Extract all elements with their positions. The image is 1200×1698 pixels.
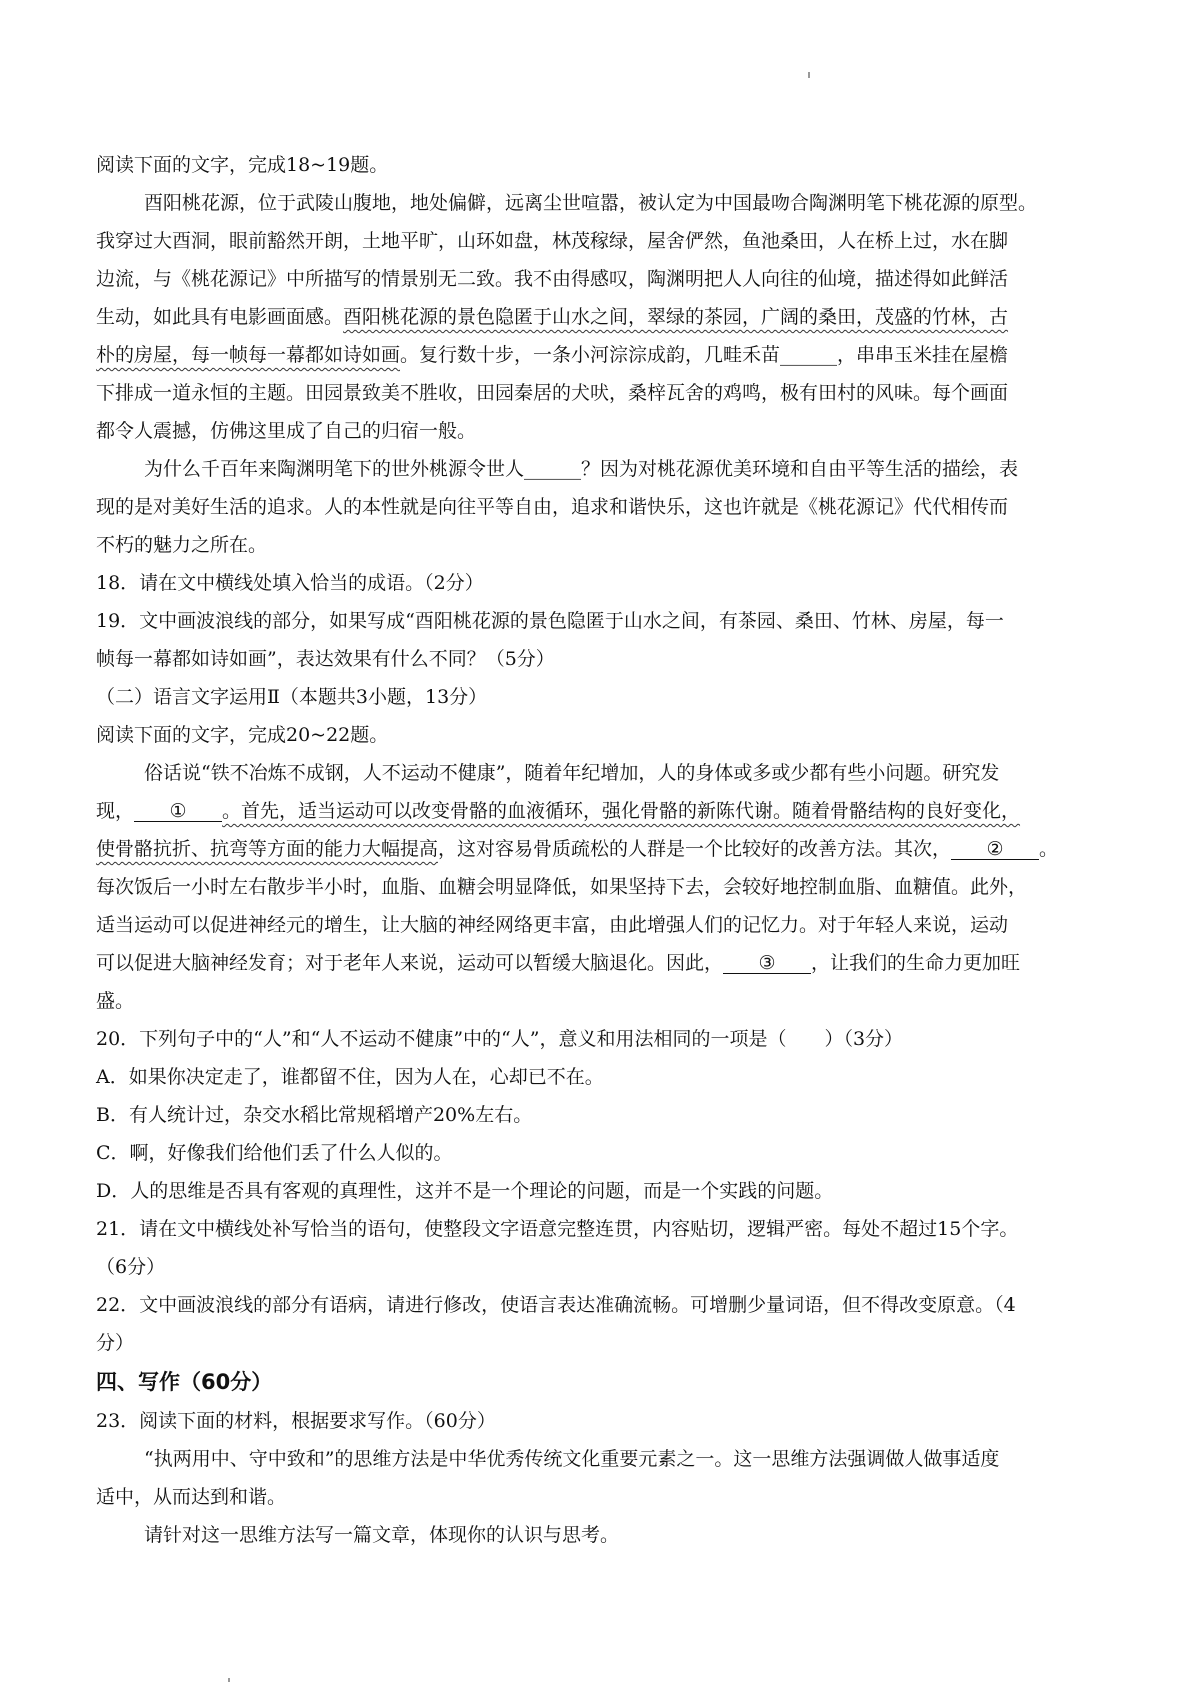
passage2-text: ？因为对桃花源优美环境和自由平等生活的描绘，表	[581, 458, 1019, 480]
passage3-text: 。	[1039, 838, 1059, 860]
passage1-text: 生动，如此具有电影画面感。	[96, 306, 344, 328]
wavy-underlined-text: 。首先，适当运动可以改变骨骼的血液循环，强化骨骼的新陈代谢。随着骨骼结构的良好变化，	[222, 800, 1021, 822]
material-line: 请针对这一思维方法写一篇文章，体现你的认识与思考。	[144, 1524, 620, 1546]
question-21-cont: （6分）	[96, 1256, 166, 1278]
passage1-line: 我穿过大酉洞，眼前豁然开朗，土地平旷，山环如盘，林茂稼绿，屋舍俨然，鱼池桑田，人在桥上过，水在脚	[96, 230, 1009, 252]
scan-mark-bottom	[228, 1678, 230, 1682]
fill-blank: ______	[780, 344, 838, 366]
fill-blank: ______	[524, 458, 582, 480]
question-20: 20．下列句子中的“人”和“人不运动不健康”中的“人”，意义和用法相同的一项是（ ）（3分）	[96, 1028, 904, 1050]
answer-blank-1: ①	[134, 802, 222, 822]
passage2-line	[144, 460, 1018, 479]
passage1-line	[96, 308, 1008, 327]
passage2-line: 不朽的魅力之所在。	[96, 534, 268, 556]
passage2-line: 现的是对美好生活的追求。人的本性就是向往平等自由，追求和谐快乐，这也许就是《桃花源记》代代相传而	[96, 496, 1009, 518]
option-b: B．有人统计过，杂交水稻比常规稻增产20%左右。	[96, 1104, 533, 1126]
passage1-line: 边流，与《桃花源记》中所描写的情景别无二致。我不由得感叹，陶渊明把人人向往的仙境，描述得如此鲜活	[96, 268, 1009, 290]
option-a: A．如果你决定走了，谁都留不住，因为人在，心却已不在。	[96, 1066, 604, 1088]
passage3-text: 可以促进大脑神经发育；对于老年人来说，运动可以暂缓大脑退化。因此，	[96, 952, 724, 974]
wavy-underlined-text: 朴的房屋，每一帧每一幕都如诗如画	[96, 344, 401, 366]
passage3-line: 每次饭后一小时左右散步半小时，血脂、血糖会明显降低，如果坚持下去，会较好地控制血脂、血糖值。此外，	[96, 876, 1028, 898]
passage1-line: 酉阳桃花源，位于武陵山腹地，地处偏僻，远离尘世喧嚣，被认定为中国最吻合陶渊明笔下桃花源的原型。	[144, 192, 1038, 214]
passage2-text: 为什么千百年来陶渊明笔下的世外桃源令世人	[144, 458, 525, 480]
question-21: 21．请在文中横线处补写恰当的语句，使整段文字语意完整连贯，内容贴切，逻辑严密。每处不超过15个字。	[96, 1218, 1019, 1240]
answer-blank-3: ③	[723, 954, 811, 974]
passage1-text: 。复行数十步，一条小河淙淙成韵，几畦禾苗	[400, 344, 781, 366]
passage3-line	[96, 954, 1020, 974]
passage3-line	[96, 840, 1058, 860]
question-19-cont: 帧每一幕都如诗如画”，表达效果有什么不同？（5分）	[96, 648, 555, 670]
wavy-underlined-text: 使骨骼抗折、抗弯等方面的能力大幅提高	[96, 838, 439, 860]
question-22: 22．文中画波浪线的部分有语病，请进行修改，使语言表达准确流畅。可增删少量词语，但不得改变原意。（4	[96, 1294, 1016, 1316]
passage3-line: 俗话说“铁不冶炼不成钢，人不运动不健康”，随着年纪增加，人的身体或多或少都有些小问题。研究发	[144, 762, 1000, 784]
passage3-line: 盛。	[96, 990, 135, 1012]
question-19: 19．文中画波浪线的部分，如果写成“酉阳桃花源的景色隐匿于山水之间，有茶园、桑田、竹林、房屋，每一	[96, 610, 1004, 632]
option-d: D．人的思维是否具有客观的真理性，这并不是一个理论的问题，而是一个实践的问题。	[96, 1180, 834, 1202]
reading-intro-20-22: 阅读下面的文字，完成20~22题。	[96, 724, 389, 746]
passage1-line: 都令人震撼，仿佛这里成了自己的归宿一般。	[96, 420, 477, 442]
question-18: 18．请在文中横线处填入恰当的成语。（2分）	[96, 572, 484, 594]
question-23: 23．阅读下面的材料，根据要求写作。（60分）	[96, 1410, 496, 1432]
wavy-underlined-text: 酉阳桃花源的景色隐匿于山水之间，翠绿的茶园，广阔的桑田，茂盛的竹林，古	[343, 306, 1009, 328]
answer-blank-2: ②	[951, 840, 1039, 860]
material-line: 适中，从而达到和谐。	[96, 1486, 287, 1508]
passage1-line	[96, 346, 1008, 365]
passage3-text: ，这对容易骨质疏松的人群是一个比较好的改善方法。其次，	[438, 838, 952, 860]
passage3-text: ，让我们的生命力更加旺	[811, 952, 1021, 974]
reading-intro-18-19: 阅读下面的文字，完成18~19题。	[96, 154, 389, 176]
section-heading-2: （二）语言文字运用Ⅱ（本题共3小题，13分）	[96, 686, 488, 708]
scan-mark-top	[808, 72, 810, 78]
passage3-line	[96, 802, 1020, 822]
option-c: C．啊，好像我们给他们丢了什么人似的。	[96, 1142, 453, 1164]
passage1-text: ，串串玉米挂在屋檐	[837, 344, 1009, 366]
material-line: “执两用中、守中致和”的思维方法是中华优秀传统文化重要元素之一。这一思维方法强调做人做事适度	[144, 1448, 1000, 1470]
section-heading-writing: 四、写作（60分）	[96, 1370, 273, 1394]
question-22-cont: 分）	[96, 1332, 135, 1354]
passage3-text: 现，	[96, 800, 135, 822]
passage1-line: 下排成一道永恒的主题。田园景致美不胜收，田园秦居的犬吠，桑梓瓦舍的鸡鸣，极有田村的风味。每个画面	[96, 382, 1009, 404]
passage3-line: 适当运动可以促进神经元的增生，让大脑的神经网络更丰富，由此增强人们的记忆力。对于年轻人来说，运动	[96, 914, 1009, 936]
